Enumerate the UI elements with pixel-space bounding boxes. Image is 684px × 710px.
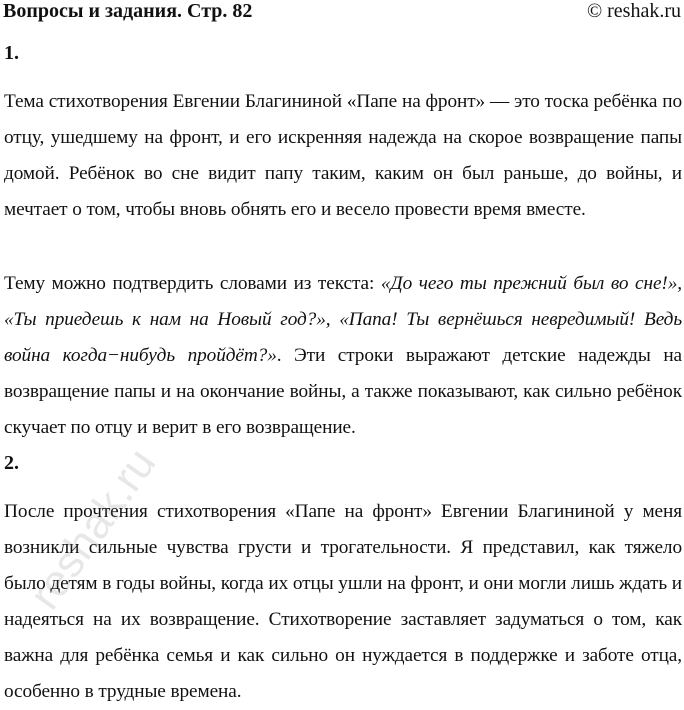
watermark-logo: reshak.ru (20, 439, 166, 619)
quote-intro: Тему можно подтвердить словами из текста: (4, 273, 381, 294)
section-number-2: 2. (4, 452, 19, 474)
page-header (3, 0, 681, 24)
answer-paragraph-1: Тема стихотворения Евгении Благининой «Папе на фронт» — это тоска ребёнка по отцу, ушедшему на фронт, и его искренняя надежда на скорое возвращение папы домой. Ребёнок во сне видит папу таким, каким он был раньше, до войны, и мечтает о том, чтобы вновь обнять его и весело провести время вместе. (4, 91, 682, 220)
answer-paragraph-2: После прочтения стихотворения «Папе на фронт» Евгении Благининой у меня возникли сильные чувства грусти и трогательности. Я представил, как тяжело было детям в годы войны, когда их отцы ушли на фронт, и они могли лишь ждать и надеяться на их возвращение. Стихотворение заставляет задуматься о том, как важна для ребёнка семья и как сильно он нуждается в поддержке и заботе отца, особенно в трудные времена. (4, 501, 682, 702)
copyright-label: © reshak.ru (586, 0, 681, 22)
poem-quotes: «До чего ты прежний был во сне!», «Ты приедешь к нам на Новый год?», «Папа! Ты вернёшься невредимый! Ведь война когда−нибудь пройдёт?» (4, 273, 682, 366)
section-number-1: 1. (4, 42, 19, 64)
page-title: Вопросы и задания. Стр. 82 (3, 0, 253, 22)
answer-paragraph-quotes (4, 266, 682, 446)
quote-outro: . Эти строки выражают детские надежды на возвращение папы и на окончание войны, а также показывают, как сильно ребёнок скучает по отцу и верит в его возвращение. (4, 345, 682, 438)
